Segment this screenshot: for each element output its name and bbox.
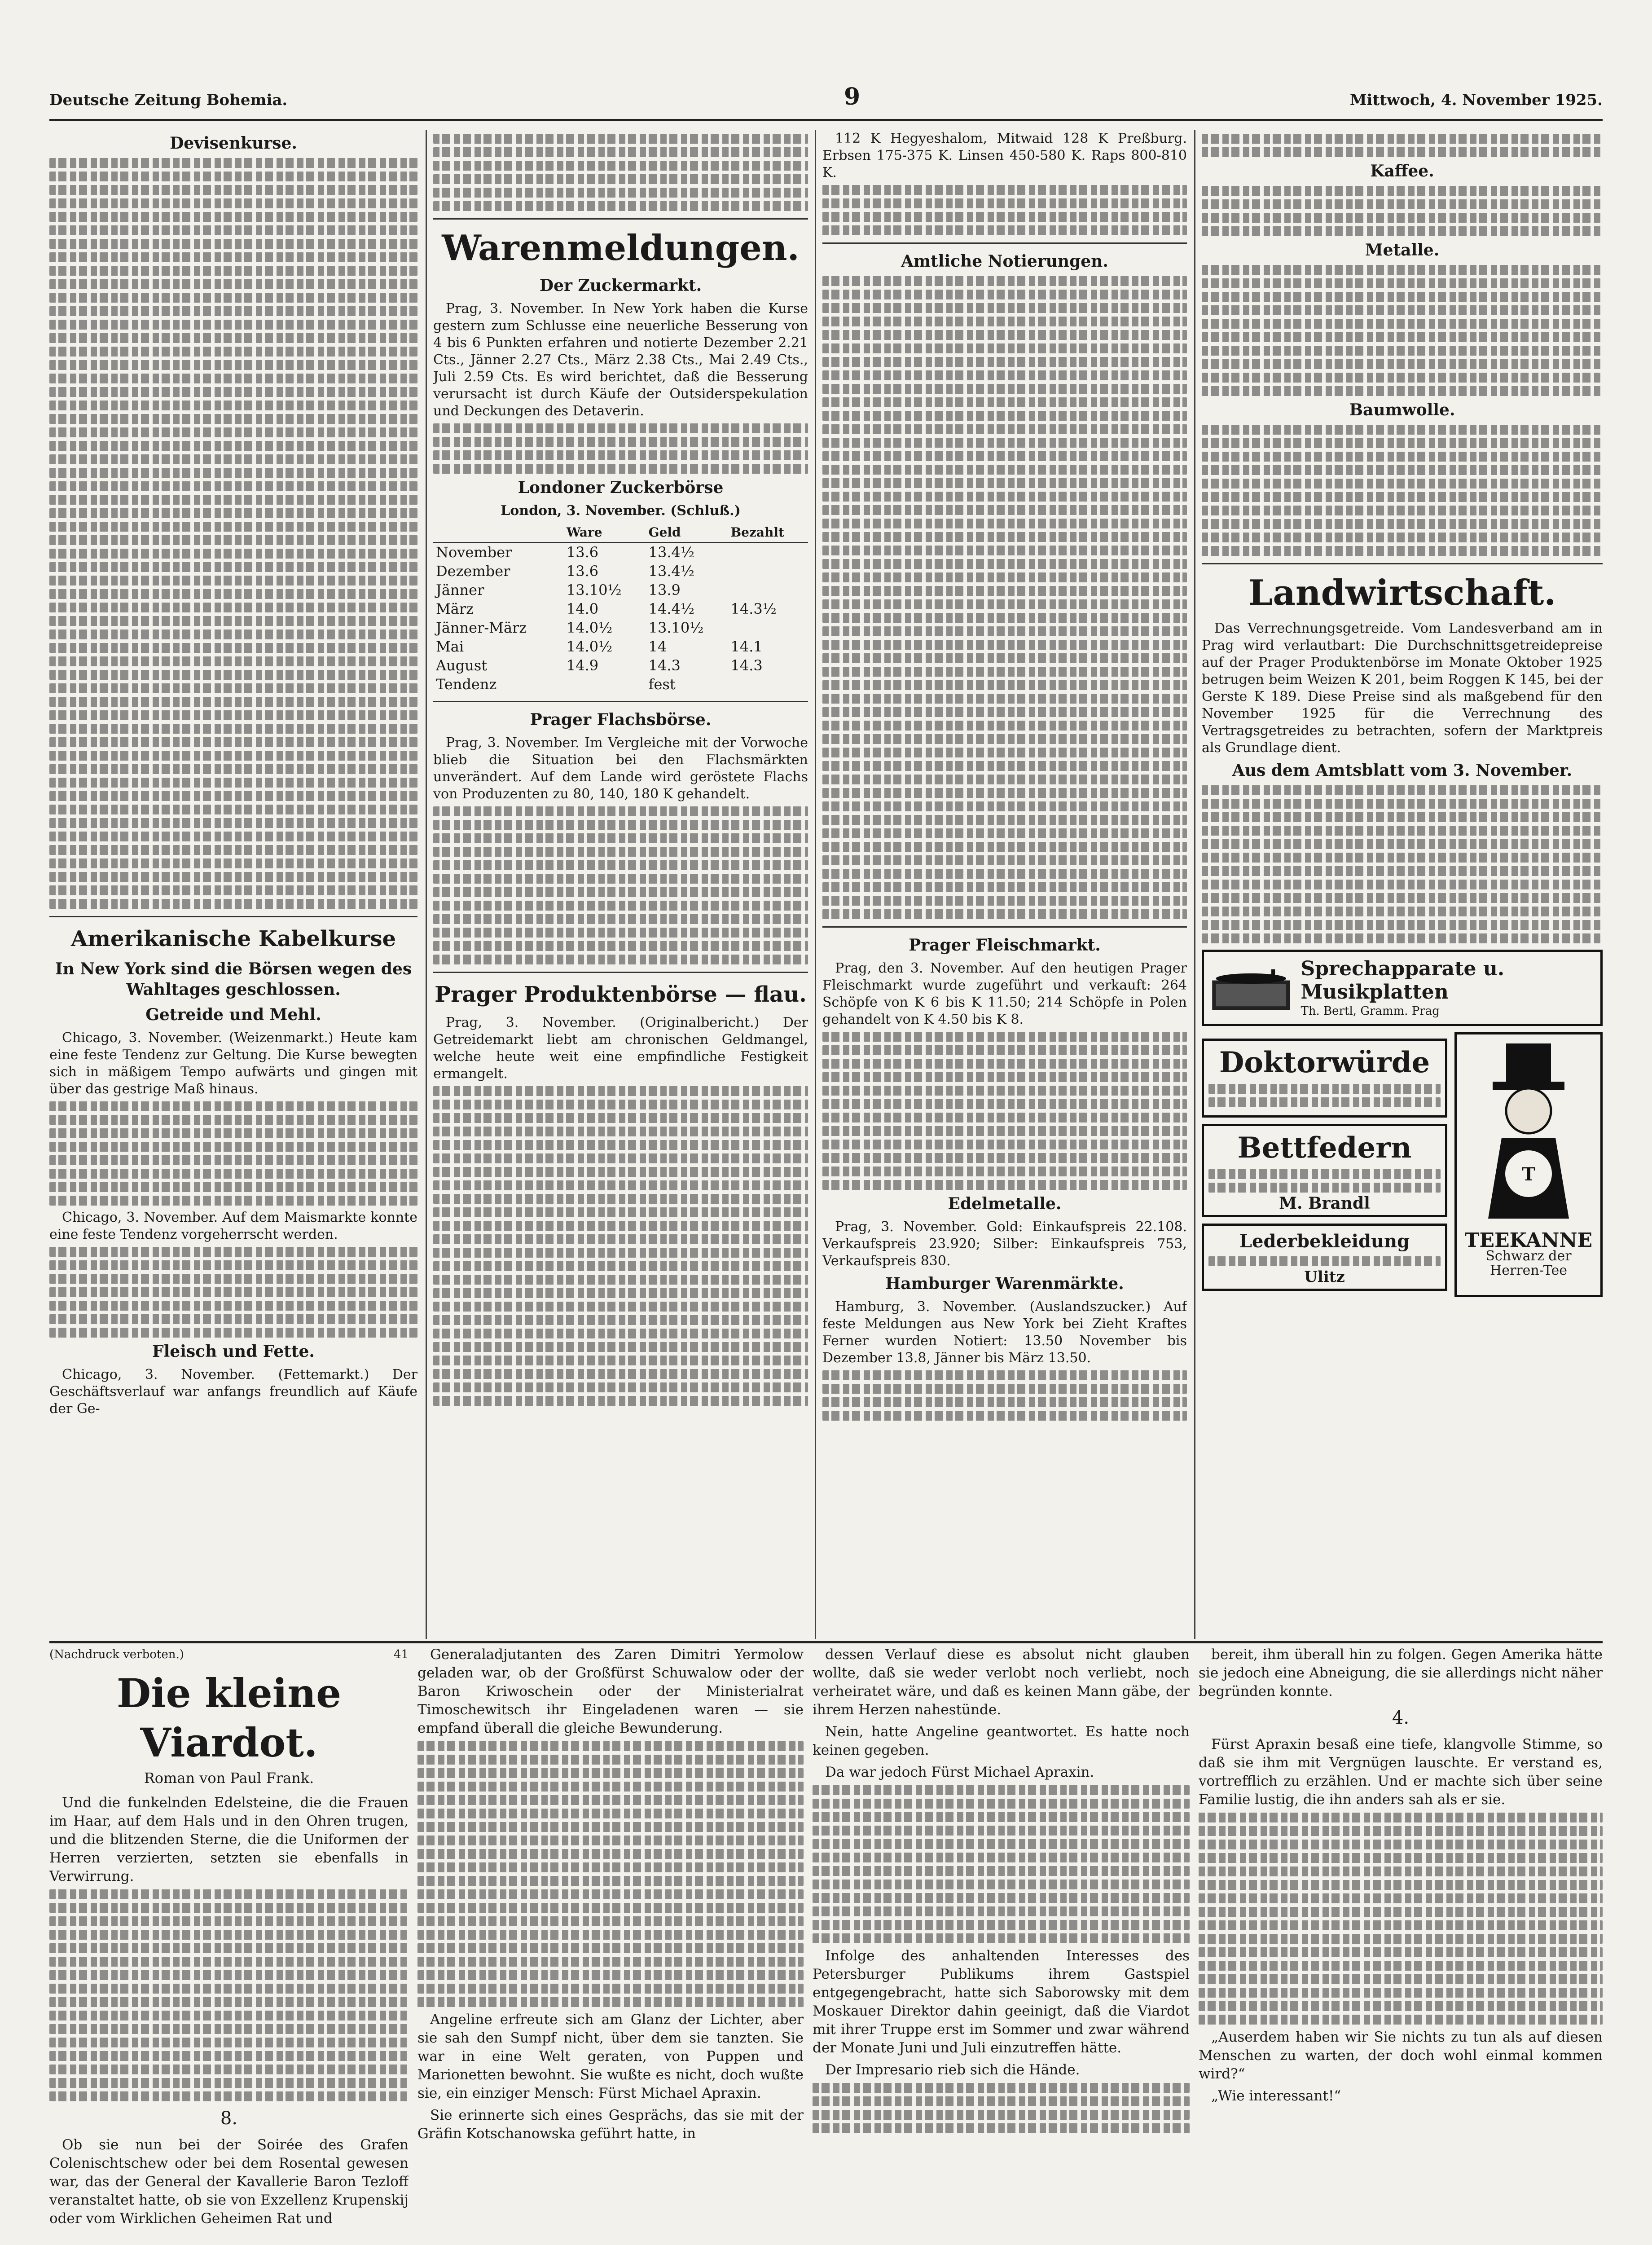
table-cell: November	[436, 544, 512, 561]
table-cell: 14.0½	[566, 638, 613, 655]
table-cell: 14.3	[730, 657, 763, 674]
section-title-zuckermarkt: Der Zuckermarkt.	[539, 276, 702, 295]
section-title-landwirtschaft: Landwirtschaft.	[1248, 572, 1556, 613]
table-cell: August	[436, 657, 488, 674]
section-title-devisen: Devisenkurse.	[170, 134, 297, 153]
novel-paragraph: Sie erinnerte sich eines Gesprächs, das sie mit der Gräfin Kotschanowska geführt hatte, in	[417, 2107, 804, 2142]
novel-title: Die kleine Viardot.	[116, 1670, 342, 1766]
novel-copyright-note: (Nachdruck verboten.)	[49, 1648, 184, 1661]
landwirtschaft-report: Das Verrechnungsgetreide. Vom Landesverband am in Prag wird verlautbart: Die Durchschnittsgetreidepreise auf der Prager Produktenbörse im Monate Oktober 1925 betrugen beim Weizen K 201, beim Roggen K 145, bei der Gerste K 189. Diese Preise sind als maßgebend für den November 1925 für die Verrechnung des Vertragsgetreides zu betrachten, sofern der Marktpreis als Grundlage dient.	[1202, 621, 1603, 756]
ad-doktorwuerde	[1202, 1039, 1447, 1118]
table-cell: Tendenz	[436, 676, 497, 693]
novel-paragraph: Und die funkelnden Edelsteine, die die Frauen im Haar, auf dem Hals und in den Ohren trugen, und die blitzenden Sterne, die die Uniformen der Herren verzierten, setzten sie ebenfalls in Verwirrung.	[49, 1795, 409, 1884]
ad-gramophone-vendor: Th. Bertl, Gramm. Prag	[1301, 1004, 1440, 1018]
novel-header-line	[49, 1646, 409, 1664]
table-row	[433, 656, 808, 675]
notierungen-table-block	[822, 276, 1187, 919]
ad-bettfedern-title: Bettfedern	[1237, 1131, 1412, 1165]
novel-paragraph: „Auserdem haben wir Sie nichts zu tun als auf diesen Menschen zu warten, der doch wohl einmal kommen wird?“	[1199, 2029, 1603, 2082]
section-subtitle-wahltag: In New York sind die Börsen wegen des Wahltages geschlossen.	[55, 960, 412, 999]
ad-gramophone	[1202, 950, 1603, 1026]
novel-chapter-number: 8.	[220, 2108, 238, 2129]
zuckermarkt-report: Prag, 3. November. In New York haben die Kurse gestern zum Schlusse eine neuerliche Besserung von 4 bis 6 Punkten erfahren und notierte Dezember 2.21 Cts., Jänner 2.27 Cts., März 2.38 Cts., Mai 2.49 Cts., Juli 2.59 Cts. Es wird berichtet, daß die Besserung verursacht ist durch Käufe der Outsiderspekulation und Deckungen des Detaverin.	[433, 301, 808, 419]
page-header	[49, 83, 1603, 121]
section-title-flachsboerse: Prager Flachsbörse.	[530, 710, 712, 729]
table-cell: 14.9	[566, 657, 599, 674]
table-cell: 14.0½	[566, 619, 613, 636]
table-cell: 13.10½	[566, 581, 622, 599]
svg-text:T: T	[1522, 1164, 1535, 1185]
table-cell	[728, 562, 808, 581]
novel-paragraph: „Wie interessant!“	[1211, 2088, 1341, 2104]
section-title-amtsblatt: Aus dem Amtsblatt vom 3. November.	[1232, 761, 1573, 780]
section-title-fleischmarkt: Prager Fleischmarkt.	[909, 936, 1101, 955]
header-page-number: 9	[844, 83, 861, 110]
table-cell: 14.3½	[730, 600, 777, 617]
table-cell: 13.10½	[648, 619, 704, 636]
table-cell: März	[436, 600, 474, 617]
novel-paragraph: dessen Verlauf diese es absolut nicht glauben wollte, daß sie weder verlobt noch verliebt, noch verheiratet wäre, und daß es keinen Mann gäbe, der ihrem Herzen nahestünde.	[813, 1646, 1190, 1718]
ad-stack-left	[1202, 1032, 1447, 1297]
column-warenmeldungen	[433, 130, 808, 1639]
ad-teekanne-brand: TEEKANNE	[1464, 1229, 1593, 1252]
table-cell	[728, 581, 808, 599]
table-cell	[728, 675, 808, 694]
flachsboerse-report: Prag, 3. November. Im Vergleiche mit der Vorwoche blieb die Situation bei den Flachsmärkten unverändert. Auf dem Lande wird geröstete Flachs von Produzenten zu 80, 140, 180 K gehandelt.	[433, 735, 808, 802]
table-row	[433, 675, 808, 694]
column-landwirtschaft	[1202, 130, 1603, 1639]
chicago-mais-report: Chicago, 3. November. Auf dem Maismarkte konnte eine feste Tendenz vorgeherrscht werden.	[49, 1210, 417, 1242]
section-title-produktenboerse: Prager Produktenbörse — flau.	[435, 982, 807, 1007]
table-cell: 13.4½	[648, 544, 694, 561]
top-hat-man-icon	[1466, 1039, 1591, 1228]
table-cell: 14.0	[566, 600, 599, 617]
novel-paragraph: Da war jedoch Fürst Michael Apraxin.	[825, 1764, 1094, 1780]
table-row	[433, 637, 808, 656]
novel-column-4	[1199, 1646, 1603, 2245]
table-row	[433, 599, 808, 618]
header-newspaper-name: Deutsche Zeitung Bohemia.	[49, 91, 288, 109]
ad-bettfedern	[1202, 1124, 1447, 1217]
table-cell	[728, 618, 808, 637]
table-header-cell: Bezahlt	[728, 523, 808, 542]
section-title-baumwolle: Baumwolle.	[1349, 401, 1455, 419]
chicago-weizen-report: Chicago, 3. November. (Weizenmarkt.) Heute kam eine feste Tendenz zur Geltung. Die Kurse bewegten sich in mäßigem Tempo aufwärts und gingen mit über das gestrige Maß hinaus.	[49, 1030, 417, 1097]
table-cell: Dezember	[436, 563, 510, 580]
devisen-data-block	[49, 158, 417, 909]
column-financial	[49, 130, 417, 1639]
table-row	[433, 618, 808, 637]
table-cell: 14.4½	[648, 600, 694, 617]
novel-chapter-number: 4.	[1392, 1708, 1410, 1728]
table-row	[433, 581, 808, 599]
ad-lederbekleidung-vendor: Ulitz	[1304, 1268, 1345, 1286]
ad-lederbekleidung-title: Lederbekleidung	[1239, 1231, 1410, 1252]
column-rule	[426, 130, 427, 1639]
table-cell: 13.4½	[648, 563, 694, 580]
gramophone-icon	[1208, 956, 1293, 1019]
section-title-warenmeldungen: Warenmeldungen.	[442, 228, 800, 269]
novel-installment-number: 41	[393, 1648, 409, 1661]
table-cell	[564, 675, 646, 694]
table-cell: Mai	[436, 638, 464, 655]
produktenboerse-report: Prag, 3. November. (Originalbericht.) Der Getreidemarkt liebt am chronischen Geldmangel, welche heute weit eine empfindliche Festigkeit ermangelt.	[433, 1015, 808, 1082]
table-cell	[728, 542, 808, 562]
fleischmarkt-report: Prag, den 3. November. Auf den heutigen Prager Fleischmarkt wurde zugeführt und verkauft: 264 Schöpfe von K 6 bis K 11.50; 214 Schöpfe in Polen gehandelt von K 4.50 bis K 8.	[822, 960, 1187, 1027]
table-header-cell	[433, 523, 564, 542]
table-cell: 14	[648, 638, 667, 655]
edelmetalle-report: Prag, 3. November. Gold: Einkaufspreis 22.108. Verkaufspreis 23.920; Silber: Einkaufspreis 753, Verkaufspreis 830.	[822, 1219, 1187, 1269]
ad-teekanne	[1454, 1032, 1603, 1297]
feuilleton-rule	[49, 1641, 1603, 1643]
section-title-metalle: Metalle.	[1365, 241, 1440, 260]
zucker-quote-table	[433, 523, 808, 694]
table-cell: 14.3	[648, 657, 681, 674]
ad-row	[1202, 1032, 1603, 1297]
novel-paragraph: Infolge des anhaltenden Interesses des Petersburger Publikums ihrem Gastspiel entgegengebracht, hatte sich Saborowsky mit dem Moskauer Direktor dahin geeinigt, daß die Viardot mit ihrer Truppe erst im Sommer und zwar während der Monate Juni und Juli einzutreffen hätte.	[813, 1948, 1190, 2056]
top-report-block	[433, 134, 808, 211]
ad-doktorwuerde-title: Doktorwürde	[1219, 1046, 1430, 1079]
table-header-cell: Geld	[646, 523, 728, 542]
section-title-kaffee: Kaffee.	[1370, 162, 1434, 180]
top-produkte-report: 112 K Hegyeshalom, Mitwaid 128 K Preßburg. Erbsen 175-375 K. Linsen 450-580 K. Raps 800-810 K.	[822, 131, 1187, 180]
column-rule	[1194, 130, 1195, 1639]
londoner-subline: London, 3. November. (Schluß.)	[501, 503, 741, 519]
column-notierungen	[822, 130, 1187, 1639]
novel-column-3	[813, 1646, 1190, 2245]
ad-teekanne-sub: Schwarz der Herren-Tee	[1485, 1248, 1572, 1278]
novel-author-line: Roman von Paul Frank.	[144, 1770, 314, 1787]
section-title-amerikanische-kabelkurse: Amerikanische Kabelkurse	[70, 926, 396, 951]
hamburger-report: Hamburg, 3. November. (Auslandszucker.) Auf feste Meldungen aus New York bei Zieht Kraftes Ferner wurden Notiert: 13.50 November bis Dezember 13.8, Jänner bis März 13.50.	[822, 1299, 1187, 1366]
novel-paragraph: Angeline erfreute sich am Glanz der Lichter, aber sie sah den Sumpf nicht, über dem sie tanzten. Sie war in eine Welt geraten, von Puppen und Marionetten bewohnt. Sie wußte es nicht, doch wußte sie, ein einziger Mensch: Fürst Michael Apraxin.	[417, 2012, 804, 2101]
table-cell: 13.6	[566, 544, 599, 561]
novel-paragraph: Ob sie nun bei der Soirée des Grafen Colenischtschew oder bei dem Rosental gewesen war, das der General der Kavallerie Baron Tezloff veranstaltet hatte, ob sie von Exzellenz Krupenskij oder vom Wirklichen Geheimen Rat und	[49, 2137, 409, 2227]
table-cell: Jänner-März	[436, 619, 527, 636]
novel-paragraph: Generaladjutanten des Zaren Dimitri Yermolow geladen war, ob der Großfürst Schuwalow oder der Baron Kriwoschein oder der Ministerialrat Timoschewitsch ihr Eingeladenen waren — sie empfand überall die gleiche Bewunderung.	[417, 1646, 804, 1736]
novel-paragraph: Nein, hatte Angeline geantwortet. Es hatte noch keinen gegeben.	[813, 1724, 1190, 1758]
novel-paragraph: Der Impresario rieb sich die Hände.	[825, 2062, 1080, 2078]
section-title-londoner-zuckerboerse: Londoner Zuckerbörse	[518, 478, 724, 497]
column-rule	[815, 130, 816, 1639]
section-title-hamburger-warenmaerkte: Hamburger Warenmärkte.	[885, 1274, 1124, 1293]
ad-bettfedern-vendor: M. Brandl	[1279, 1194, 1370, 1213]
table-cell: 14.1	[730, 638, 763, 655]
novel-column-1	[49, 1646, 409, 2245]
table-cell: 13.9	[648, 581, 681, 599]
chicago-fette-report: Chicago, 3. November. (Fettemarkt.) Der Geschäftsverlauf war anfangs freundlich auf Käufe der Ge-	[49, 1367, 417, 1417]
header-date: Mittwoch, 4. November 1925.	[1349, 91, 1603, 109]
novel-paragraph: Fürst Apraxin besaß eine tiefe, klangvolle Stimme, so daß sie ihm mit Vergnügen lauschte. Er verstand es, vortrefflich zu erzählen. Und er machte sich über seine Familie lustig, die ihn anders sah als er sie.	[1199, 1736, 1603, 1808]
section-title-edelmetalle: Edelmetalle.	[948, 1194, 1062, 1213]
novel-column-2	[417, 1646, 804, 2245]
ad-gramophone-title: Sprechapparate u. Musikplatten	[1301, 957, 1505, 1004]
table-row	[433, 562, 808, 581]
table-cell: fest	[648, 676, 676, 693]
table-header-cell: Ware	[564, 523, 646, 542]
table-row	[433, 542, 808, 562]
novel-paragraph: bereit, ihm überall hin zu folgen. Gegen Amerika hätte sie jedoch eine Abneigung, die sie allerdings nicht näher begründen konnte.	[1199, 1646, 1603, 1699]
ad-lederbekleidung	[1202, 1224, 1447, 1291]
table-cell: 13.6	[566, 563, 599, 580]
table-cell: Jänner	[436, 581, 484, 599]
section-title-getreide: Getreide und Mehl.	[145, 1005, 321, 1024]
section-title-fleisch-fette: Fleisch und Fette.	[152, 1342, 315, 1361]
section-title-amtliche-notierungen: Amtliche Notierungen.	[901, 252, 1108, 271]
